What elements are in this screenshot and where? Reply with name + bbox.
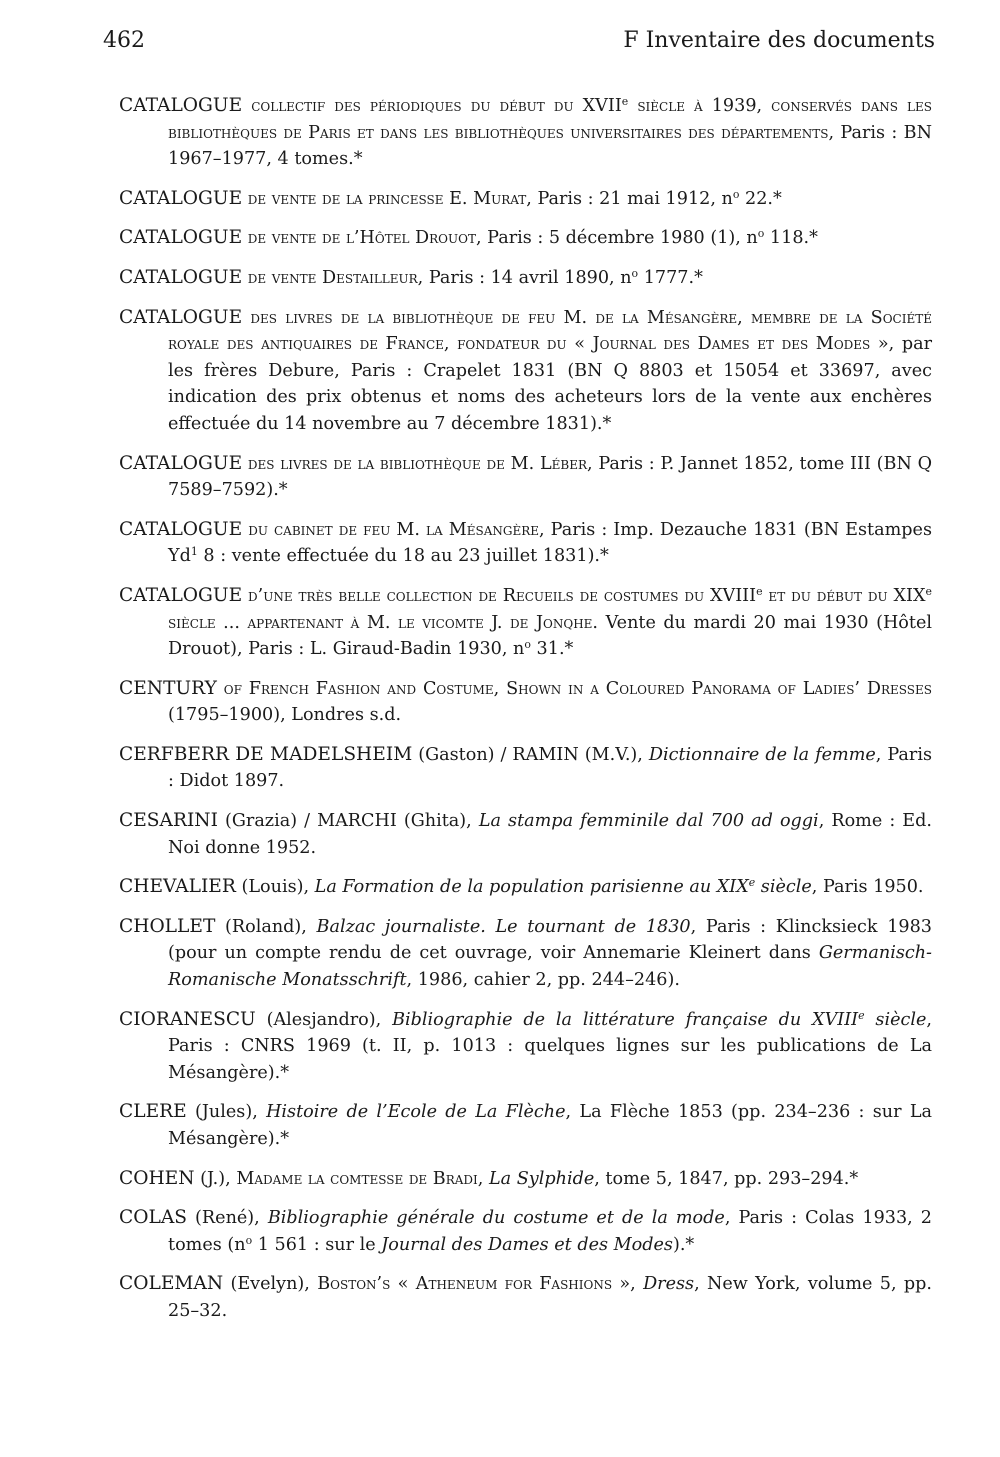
entry-title: siècle ... appartenant à M. le vicomte J. de Jonqhe.	[168, 612, 599, 633]
bibliography-entry	[119, 676, 932, 729]
entry-details: 118.*	[764, 228, 818, 249]
entry-name: CATALOGUE	[119, 95, 243, 116]
entry-title: Journal des Dames et des Modes	[381, 1234, 673, 1255]
entry-title: Germanisch-Romanische Monatsschrift	[168, 943, 932, 991]
entry-details: (Evelyn),	[223, 1274, 318, 1295]
superscript: o	[732, 187, 740, 201]
entry-title: et du début du XIX	[762, 585, 926, 606]
entry-title: Dictionnaire de la femme	[648, 744, 876, 765]
entry-details: (Roland),	[215, 916, 317, 937]
entry-details: , Paris 1950.	[811, 877, 924, 898]
entry-title: La Formation de la population parisienne au XIX	[314, 877, 749, 898]
entry-details: 31.*	[530, 639, 574, 660]
entry-name: CATALOGUE	[119, 452, 243, 474]
superscript: e	[748, 876, 756, 890]
entry-details: ,	[477, 1168, 489, 1189]
entry-title: La stampa femminile dal 700 ad oggi	[478, 811, 819, 832]
superscript: o	[757, 227, 765, 241]
entry-title: d’une très belle collection de Recueils de costumes du XVIII	[242, 585, 757, 606]
entry-details: (1795–1900), Londres s.d.	[168, 705, 402, 726]
entry-name: CESARINI	[119, 810, 218, 832]
entry-title: La Sylphide	[488, 1168, 595, 1189]
entry-details: Paris : P. Jannet 1852, tome III (BN Q 7589–7592).*	[168, 453, 933, 501]
bibliography-entry	[119, 874, 932, 901]
entry-name: CIORANESCU	[119, 1008, 256, 1030]
bibliography-entry	[119, 1166, 932, 1193]
entry-name: COLEMAN	[119, 1273, 224, 1295]
entry-details: , tome 5, 1847, pp. 293–294.*	[594, 1168, 859, 1189]
bibliography-entry	[119, 914, 932, 994]
entry-details: 8 : vente effectuée du 18 au 23 juillet 1831).*	[197, 546, 609, 567]
entry-details: , New York, volume 5, pp. 25–32.	[168, 1274, 932, 1321]
entry-details: (J.),	[194, 1168, 237, 1189]
entry-title: Dress	[643, 1274, 695, 1295]
entry-title: de vente de l’Hôtel Drouot,	[242, 228, 482, 249]
entry-name: CENTURY	[119, 677, 217, 699]
entry-details: , 1986, cahier 2, pp. 244–246).	[406, 970, 680, 991]
entry-name: CHEVALIER	[119, 876, 236, 898]
entry-details: , Paris : Klincksieck 1983 (pour un compte rendu de cet ouvrage, voir Annemarie Kleinert dans	[168, 916, 932, 964]
bibliography-entry	[119, 225, 932, 252]
page-number: 462	[103, 28, 145, 53]
entry-details: 1 561 : sur le	[252, 1234, 382, 1255]
bibliography-entry	[119, 742, 932, 795]
entry-details: , Paris : Colas 1933, 2 tomes (n	[168, 1208, 932, 1255]
bibliography-entry	[119, 93, 932, 173]
bibliography-entry	[119, 583, 932, 663]
entry-details: par les frères Debure, Paris : Crapelet 1831 (BN Q 8803 et 15054 et 33697, avec indication des prix obtenus et noms des acheteurs lors de la vente aux enchères effectuée du 14 novembre au 7 décembre 1831).*	[168, 334, 932, 434]
entry-title: de vente Destailleur,	[242, 267, 424, 288]
entry-title: of French Fashion and Costume, Shown in a Coloured Panorama of Ladies’ Dresses	[216, 678, 932, 699]
bibliography-list	[119, 93, 932, 1338]
entry-title: des livres de la bibliothèque de feu M. de la Mésangère, membre de la Société royale des antiquaires de France, fondateur du « Journal des Dames et des Modes »,	[168, 307, 932, 355]
entry-details: (Jules),	[186, 1102, 267, 1123]
entry-details: (Alesjandro),	[255, 1009, 393, 1030]
entry-name: CHOLLET	[119, 915, 216, 937]
entry-title: de vente de la princesse E. Murat,	[242, 188, 532, 209]
entry-name: CLERE	[119, 1101, 187, 1123]
bibliography-entry	[119, 1007, 932, 1087]
bibliography-entry	[119, 1205, 932, 1258]
entry-details: (Gaston) / RAMIN (M.V.),	[412, 744, 649, 765]
bibliography-entry	[119, 186, 932, 213]
entry-details: 1777.*	[638, 267, 703, 288]
superscript: o	[245, 1233, 253, 1247]
bibliography-entry	[119, 1099, 932, 1152]
superscript: e	[925, 584, 933, 598]
bibliography-entry	[119, 808, 932, 861]
superscript: 1	[190, 545, 198, 559]
entry-name: COHEN	[119, 1167, 195, 1189]
entry-details: , Paris : CNRS 1969 (t. II, p. 1013 : quelques lignes sur les publications de La Mésangère).*	[168, 1009, 932, 1083]
bibliography-entry	[119, 1271, 932, 1324]
bibliography-entry	[119, 265, 932, 292]
entry-title: Bibliographie de la littérature française du XVIII	[392, 1009, 859, 1030]
entry-details: (Grazia) / MARCHI (Ghita),	[217, 811, 479, 832]
entry-title: Boston’s « Atheneum for Fashions »	[317, 1274, 631, 1295]
entry-details: Paris : 5 décembre 1980 (1), n	[481, 228, 758, 249]
superscript: o	[631, 266, 639, 280]
bibliography-entry	[119, 305, 932, 438]
superscript: o	[524, 638, 531, 652]
entry-details: (Louis),	[235, 877, 315, 898]
page-header	[103, 25, 935, 57]
entry-details: , Rome : Ed. Noi donne 1952.	[168, 811, 932, 858]
entry-details: , La Flèche 1853 (pp. 234–236 : sur La Mésangère).*	[168, 1102, 932, 1149]
entry-details: Paris : 21 mai 1912, n	[531, 188, 733, 209]
bibliography-entry	[119, 517, 932, 570]
entry-name: CATALOGUE	[119, 187, 243, 209]
superscript: e	[756, 584, 763, 598]
entry-title: du cabinet de feu M. la Mésangère,	[242, 519, 545, 540]
entry-details: Paris : 14 avril 1890, n	[423, 267, 632, 288]
entry-title: siècle	[755, 877, 812, 898]
entry-details: 22.*	[739, 188, 782, 209]
entry-details: (René),	[186, 1208, 268, 1229]
entry-details: Vente du mardi 20 mai 1930 (Hôtel Drouot), Paris : L. Giraud-Badin 1930, n	[168, 612, 933, 660]
entry-name: CERFBERR DE MADELSHEIM	[119, 743, 413, 765]
entry-title: Bibliographie générale du costume et de la mode	[267, 1208, 725, 1229]
bibliography-entry	[119, 451, 932, 504]
entry-name: CATALOGUE	[119, 518, 243, 540]
entry-details: Paris : Imp. Dezauche 1831 (BN Estampes Yd	[168, 519, 932, 567]
entry-title: collectif des périodiques du début du XVII	[242, 96, 622, 116]
superscript: e	[621, 95, 629, 108]
entry-title: siècle à 1939, conservés dans les bibliothèques de Paris et dans les bibliothèques universitaires des départements,	[168, 96, 933, 143]
entry-name: COLAS	[119, 1207, 187, 1229]
entry-details: ).*	[672, 1234, 695, 1255]
entry-details: Paris : BN 1967–1977, 4 tomes.*	[168, 122, 932, 170]
entry-name: CATALOGUE	[119, 227, 243, 249]
entry-title: Madame la comtesse de Bradi	[236, 1168, 478, 1189]
superscript: e	[858, 1008, 865, 1022]
entry-name: CATALOGUE	[119, 266, 243, 288]
entry-details: ,	[630, 1274, 644, 1295]
running-head: F Inventaire des documents	[623, 28, 935, 53]
entry-title: siècle	[864, 1009, 927, 1030]
entry-name: CATALOGUE	[119, 306, 243, 328]
entry-title: Histoire de l’Ecole de La Flèche	[266, 1102, 566, 1123]
entry-name: CATALOGUE	[119, 584, 243, 606]
entry-title: des livres de la bibliothèque de M. Léber,	[242, 453, 593, 474]
entry-title: Balzac journaliste. Le tournant de 1830	[316, 916, 691, 937]
entry-details: , Paris : Didot 1897.	[168, 744, 932, 792]
